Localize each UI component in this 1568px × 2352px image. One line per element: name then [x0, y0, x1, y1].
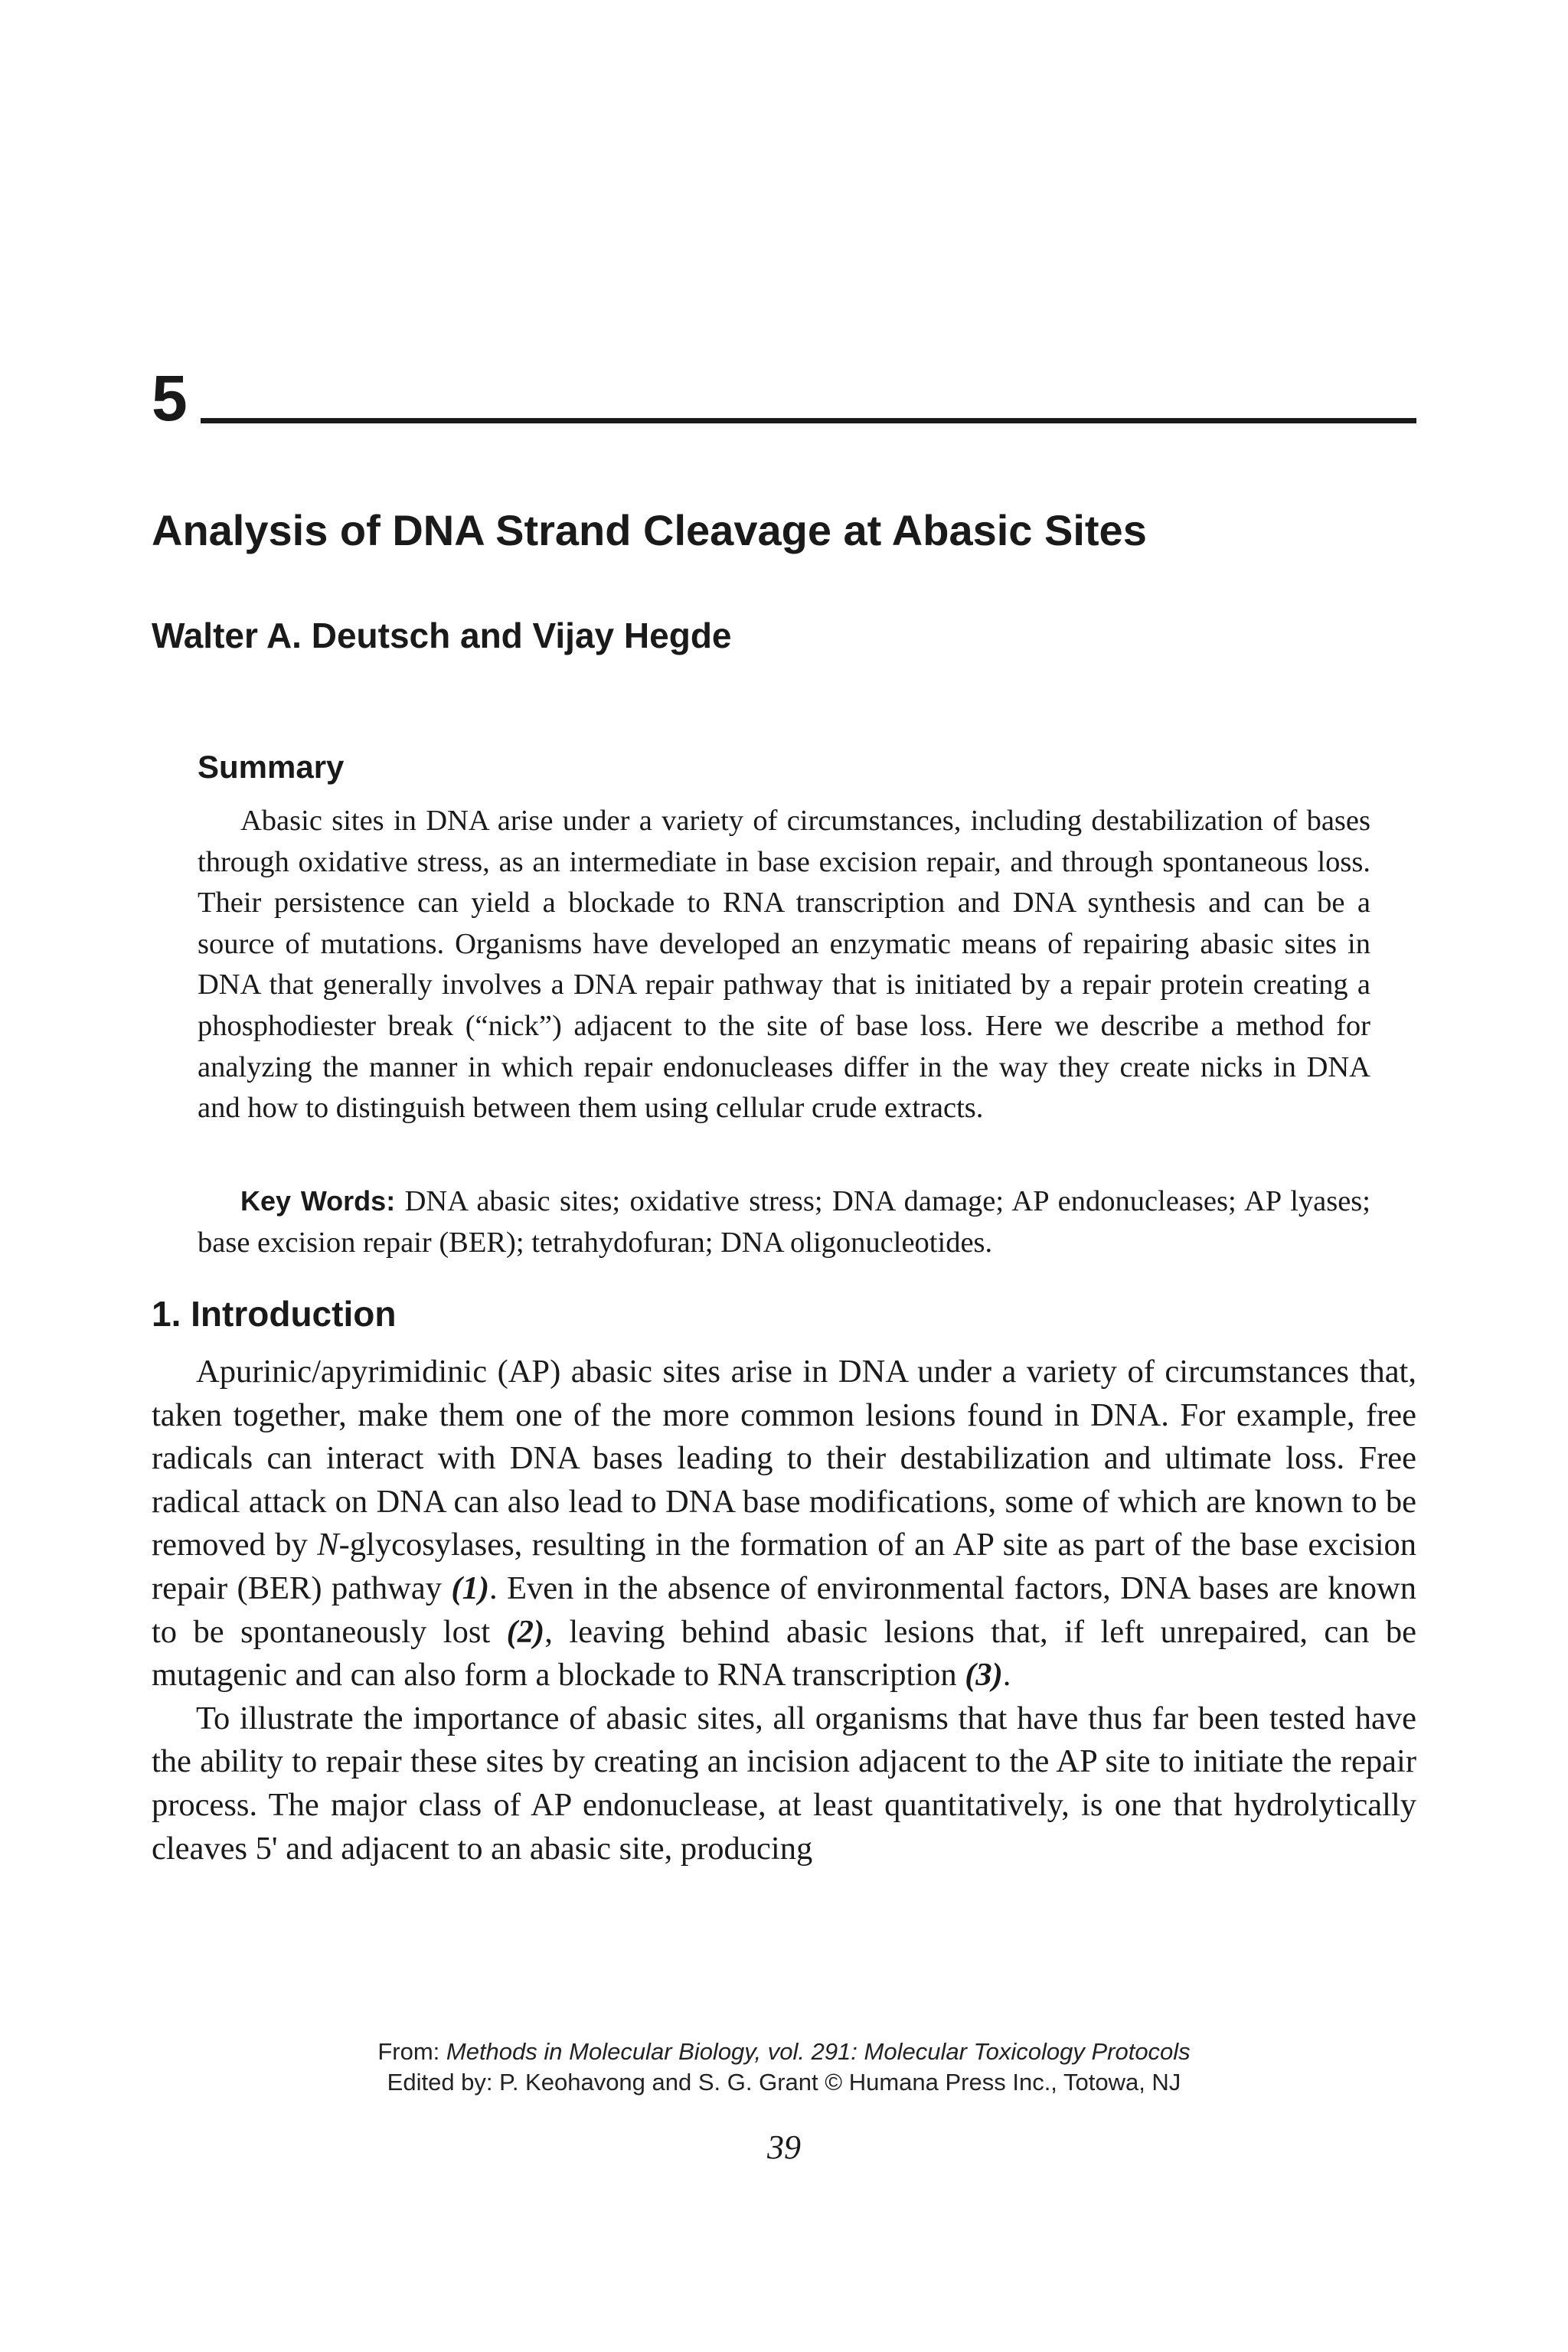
intro-p1-text-e: . [1002, 1657, 1011, 1694]
intro-p1-text-b: -glycosylases, resulting in the formation of an AP site as part of the base excision repair (BER) pathway [152, 1527, 1416, 1606]
footer-source: Methods in Molecular Biology, vol. 291: Molecular Toxicology Protocols [446, 2038, 1191, 2065]
introduction-body [152, 1351, 1416, 1870]
footer-source-line [0, 2037, 1568, 2067]
intro-p1-text-c: . Even in the absence of environmental factors, DNA bases are known to be spontaneously lost [152, 1570, 1416, 1650]
keywords-text: DNA abasic sites; oxidative stress; DNA damage; AP endonucleases; AP lyases; base excision repair (BER); tetrahydofuran; DNA oligonucleotides. [198, 1185, 1370, 1259]
footer-from-label: From: [377, 2038, 446, 2065]
keywords [198, 1181, 1370, 1263]
page-number: 39 [767, 2128, 801, 2166]
citation-ref-3: (3) [965, 1657, 1003, 1694]
introduction-paragraph-1 [152, 1351, 1416, 1697]
citation-ref-1: (1) [451, 1570, 489, 1606]
introduction-heading: 1. Introduction [152, 1294, 397, 1334]
keywords-label: Key Words: [240, 1185, 396, 1217]
chapter-number: 5 [152, 362, 188, 434]
source-footer [0, 2037, 1568, 2098]
chapter-title: Analysis of DNA Strand Cleavage at Abasic Sites [152, 506, 1147, 554]
citation-ref-2: (2) [506, 1613, 545, 1650]
footer-edited-line: Edited by: P. Keohavong and S. G. Grant © Humana Press Inc., Totowa, NJ [387, 2069, 1181, 2096]
chapter-rule [201, 418, 1416, 423]
summary-text: Abasic sites in DNA arise under a variety of circumstances, including destabilization of bases through oxidative stress, as an intermediate in base excision repair, and through spontaneous loss. Their persistence can yield a blockade to RNA transcription and DNA synthesis and can be a source of mutations. Organisms have developed an enzymatic means of repairing abasic sites in DNA that generally involves a DNA repair pathway that is initiated by a repair protein creating a phosphodiester break (“nick”) adjacent to the site of base loss. Here we describe a method for analyzing the manner in which repair endonucleases differ in the way they create nicks in DNA and how to distinguish between them using cellular crude extracts. [198, 805, 1370, 1125]
intro-p1-italic-n: N [317, 1527, 339, 1563]
intro-p1-text-d: , leaving behind abasic lesions that, if left unrepaired, can be mutagenic and can also form a blockade to RNA transcription [152, 1613, 1416, 1694]
introduction-paragraph-2: To illustrate the importance of abasic sites, all organisms that have thus far been tested have the ability to repair these sites by creating an incision adjacent to the AP site to initiate the repair process. The major class of AP endonuclease, at least quantitatively, is one that hydrolytically cleaves 5' and adjacent to an abasic site, producing [152, 1700, 1416, 1867]
chapter-authors: Walter A. Deutsch and Vijay Hegde [152, 616, 732, 655]
intro-p1-text-a: Apurinic/apyrimidinic (AP) abasic sites arise in DNA under a variety of circumstances that, taken together, make them one of the more common lesions found in DNA. For example, free radicals can interact with DNA bases leading to their destabilization and ultimate loss. Free radical attack on DNA can also lead to DNA base modifications, some of which are known to be removed by [152, 1354, 1416, 1563]
summary-heading: Summary [198, 749, 345, 785]
